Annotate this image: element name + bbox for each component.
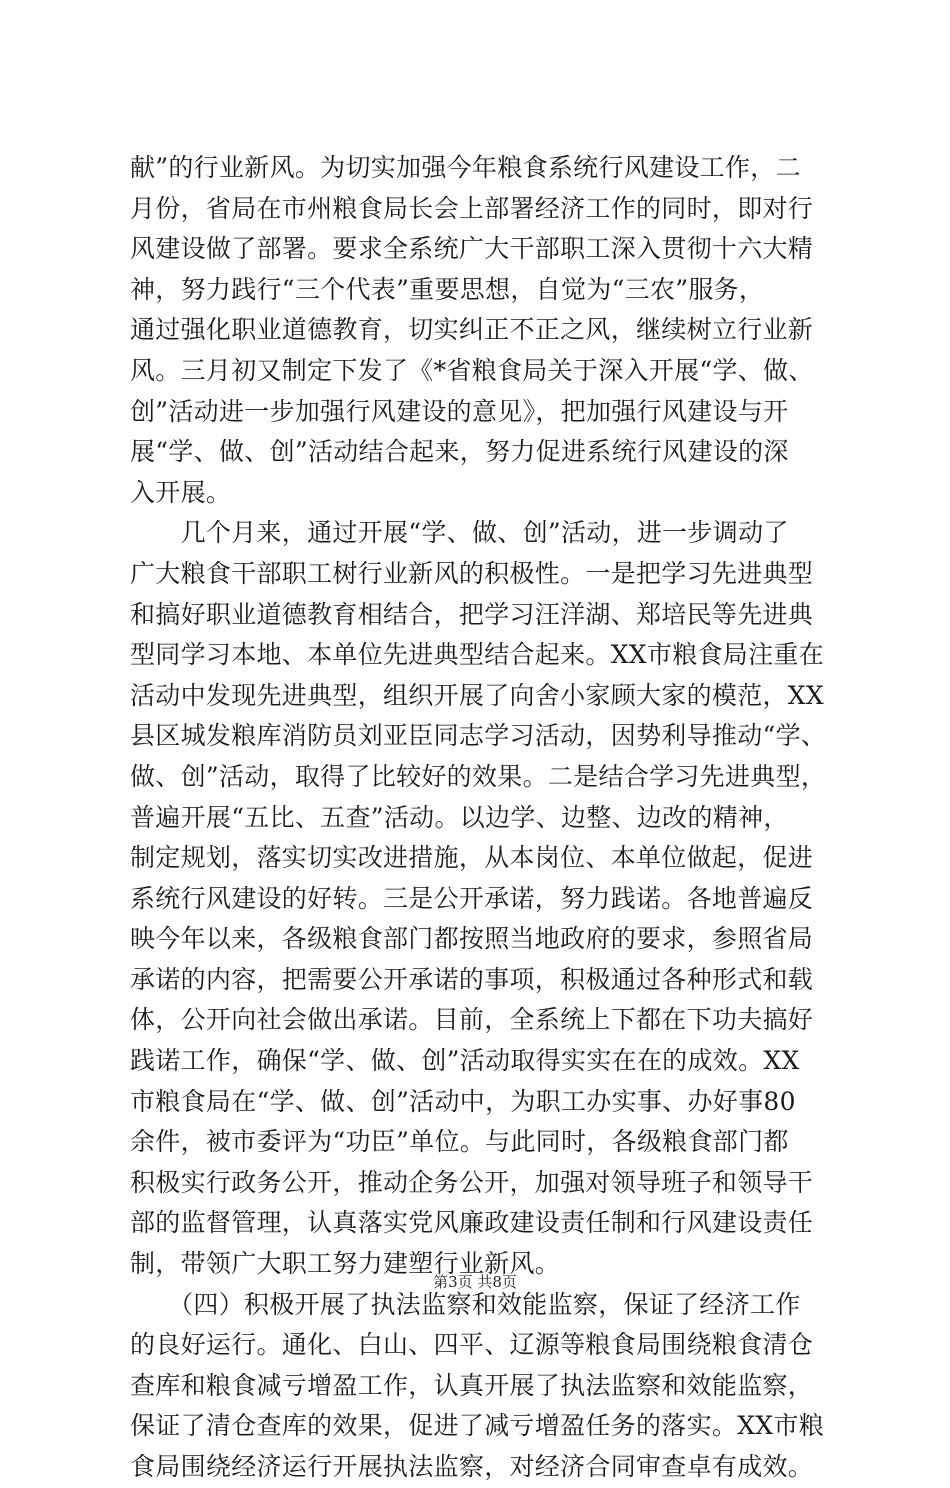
text-line: 部的监督管理，认真落实党风廉政建设责任制和行风建设责任 <box>130 1208 814 1238</box>
text-line: 几个月来，通过开展“学、做、创”活动，进一步调动了 <box>130 518 789 548</box>
text-line: 积极实行政务公开，推动企务公开，加强对领导班子和领导干 <box>130 1167 814 1197</box>
text-line: 和搞好职业道德教育相结合，把学习汪洋湖、郑培民等先进典 <box>130 599 814 629</box>
text-line: 做、创”活动，取得了比较好的效果。二是结合学习先进典型， <box>130 761 827 791</box>
text-line: 余件，被市委评为“功臣”单位。与此同时，各级粮食部门都 <box>130 1127 789 1157</box>
text-line: 食局围绕经济运行开展执法监察，对经济合同审查卓有成效。 <box>130 1452 814 1481</box>
text-line: 映今年以来，各级粮食部门都按照当地政府的要求，参照省局 <box>130 924 814 954</box>
text-line: 展“学、做、创”活动结合起来，努力促进系统行风建设的深 <box>130 437 789 467</box>
text-line: 创”活动进一步加强行风建设的意见》，把加强行风建设与开 <box>130 396 789 426</box>
text-line: 神，努力践行“三个代表”重要思想，自觉为“三农”服务， <box>130 274 765 304</box>
text-line: 体，公开向社会做出承诺。目前，全系统上下都在下功夫搞好 <box>130 1005 814 1035</box>
text-line: 市粮食局在“学、做、创”活动中，为职工办实事、办好事80 <box>130 1086 796 1116</box>
text-line: 普遍开展“五比、五查”活动。以边学、边整、边改的精神， <box>130 802 789 832</box>
text-line: 制定规划，落实切实改进措施，从本岗位、本单位做起，促进 <box>130 843 814 873</box>
text-line: 制，带领广大职工努力建塑行业新风。 <box>130 1249 561 1279</box>
text-line: 风。三月初又制定下发了《*省粮食局关于深入开展“学、做、 <box>130 355 814 385</box>
text-line: 活动中发现先进典型，组织开展了向舍小家顾大家的模范，XX <box>130 680 824 710</box>
text-line: 保证了清仓查库的效果，促进了减亏增盈任务的落实。XX市粮 <box>130 1411 824 1441</box>
text-line: 的良好运行。通化、白山、四平、辽源等粮食局围绕粮食清仓 <box>130 1330 814 1360</box>
text-line: 广大粮食干部职工树行业新风的积极性。一是把学习先进典型 <box>130 558 814 588</box>
text-line: 查库和粮食减亏增盈工作，认真开展了执法监察和效能监察， <box>130 1370 814 1400</box>
text-line: 献”的行业新风。为切实加强今年粮食系统行风建设工作，二 <box>130 153 801 182</box>
text-line: 月份，省局在市州粮食局长会上部署经济工作的同时，即对行 <box>130 193 814 223</box>
text-line: 承诺的内容，把需要公开承诺的事项，积极通过各种形式和载 <box>130 964 814 994</box>
page-number-footer: 第3页 共8页 <box>433 1273 517 1291</box>
text-line: 风建设做了部署。要求全系统广大干部职工深入贯彻十六大精 <box>130 234 814 264</box>
text-line: 型同学习本地、本单位先进典型结合起来。XX市粮食局注重在 <box>130 640 824 670</box>
text-line: 县区城发粮库消防员刘亚臣同志学习活动，因势利导推动“学、 <box>130 721 827 751</box>
text-line: 系统行风建设的好转。三是公开承诺，努力践诺。各地普遍反 <box>130 883 814 913</box>
text-line: 入开展。 <box>130 477 232 507</box>
text-line: （四）积极开展了执法监察和效能监察，保证了经济工作 <box>130 1289 801 1319</box>
text-line: 通过强化职业道德教育，切实纠正不正之风，继续树立行业新 <box>130 315 814 345</box>
text-line: 践诺工作，确保“学、做、创”活动取得实实在在的成效。XX <box>130 1046 800 1076</box>
